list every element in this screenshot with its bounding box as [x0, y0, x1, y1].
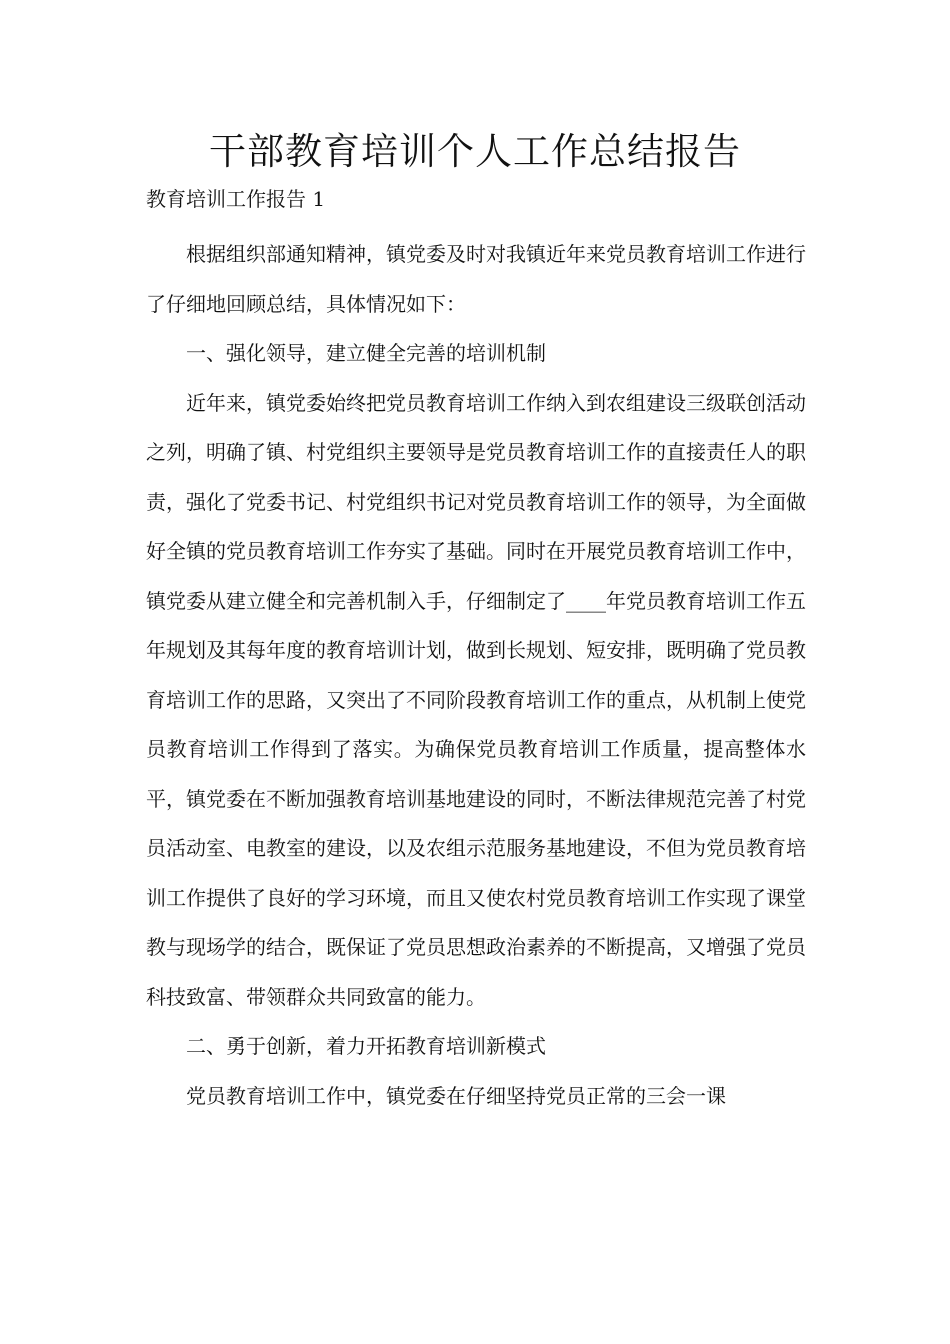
document-subtitle: 教育培训工作报告 1 — [146, 187, 326, 211]
paragraph-section-1: 近年来，镇党委始终把党员教育培训工作纳入到农组建设三级联创活动之列，明确了镇、村党组织主要领导是党员教育培训工作的直接责任人的职责，强化了党委书记、村党组织书记对党员教育培训工作的领导，为全面做好全镇的党员教育培训工作夯实了基础。同时在开展党员教育培训工作中，镇党委从建立健全和完善机制入手，仔细制定了____年党员教育培训工作五年规划及其每年度的教育培训计划，做到长规划、短安排，既明确了党员教育培训工作的思路，又突出了不同阶段教育培训工作的重点，从机制上使党员教育培训工作得到了落实。为确保党员教育培训工作质量，提高整体水平，镇党委在不断加强教育培训基地建设的同时，不断法律规范完善了村党员活动室、电教室的建设，以及农组示范服务基地建设，不但为党员教育培训工作提供了良好的学习环境，而且又使农村党员教育培训工作实现了课堂教与现场学的结合，既保证了党员思想政治素养的不断提高，又增强了党员科技致富、带领群众共同致富的能力。 — [146, 390, 806, 1009]
paragraph-section-2: 党员教育培训工作中，镇党委在仔细坚持党员正常的三会一课 — [186, 1083, 726, 1108]
document-title: 干部教育培训个人工作总结报告 — [209, 130, 741, 173]
paragraph-intro: 根据组织部通知精神，镇党委及时对我镇近年来党员教育培训工作进行了仔细地回顾总结，具体情况如下： — [146, 242, 806, 316]
document-body — [146, 230, 806, 1121]
section-heading-1: 一、强化领导，建立健全完善的培训机制 — [186, 341, 546, 365]
section-heading-2: 二、勇于创新，着力开拓教育培训新模式 — [186, 1034, 546, 1058]
